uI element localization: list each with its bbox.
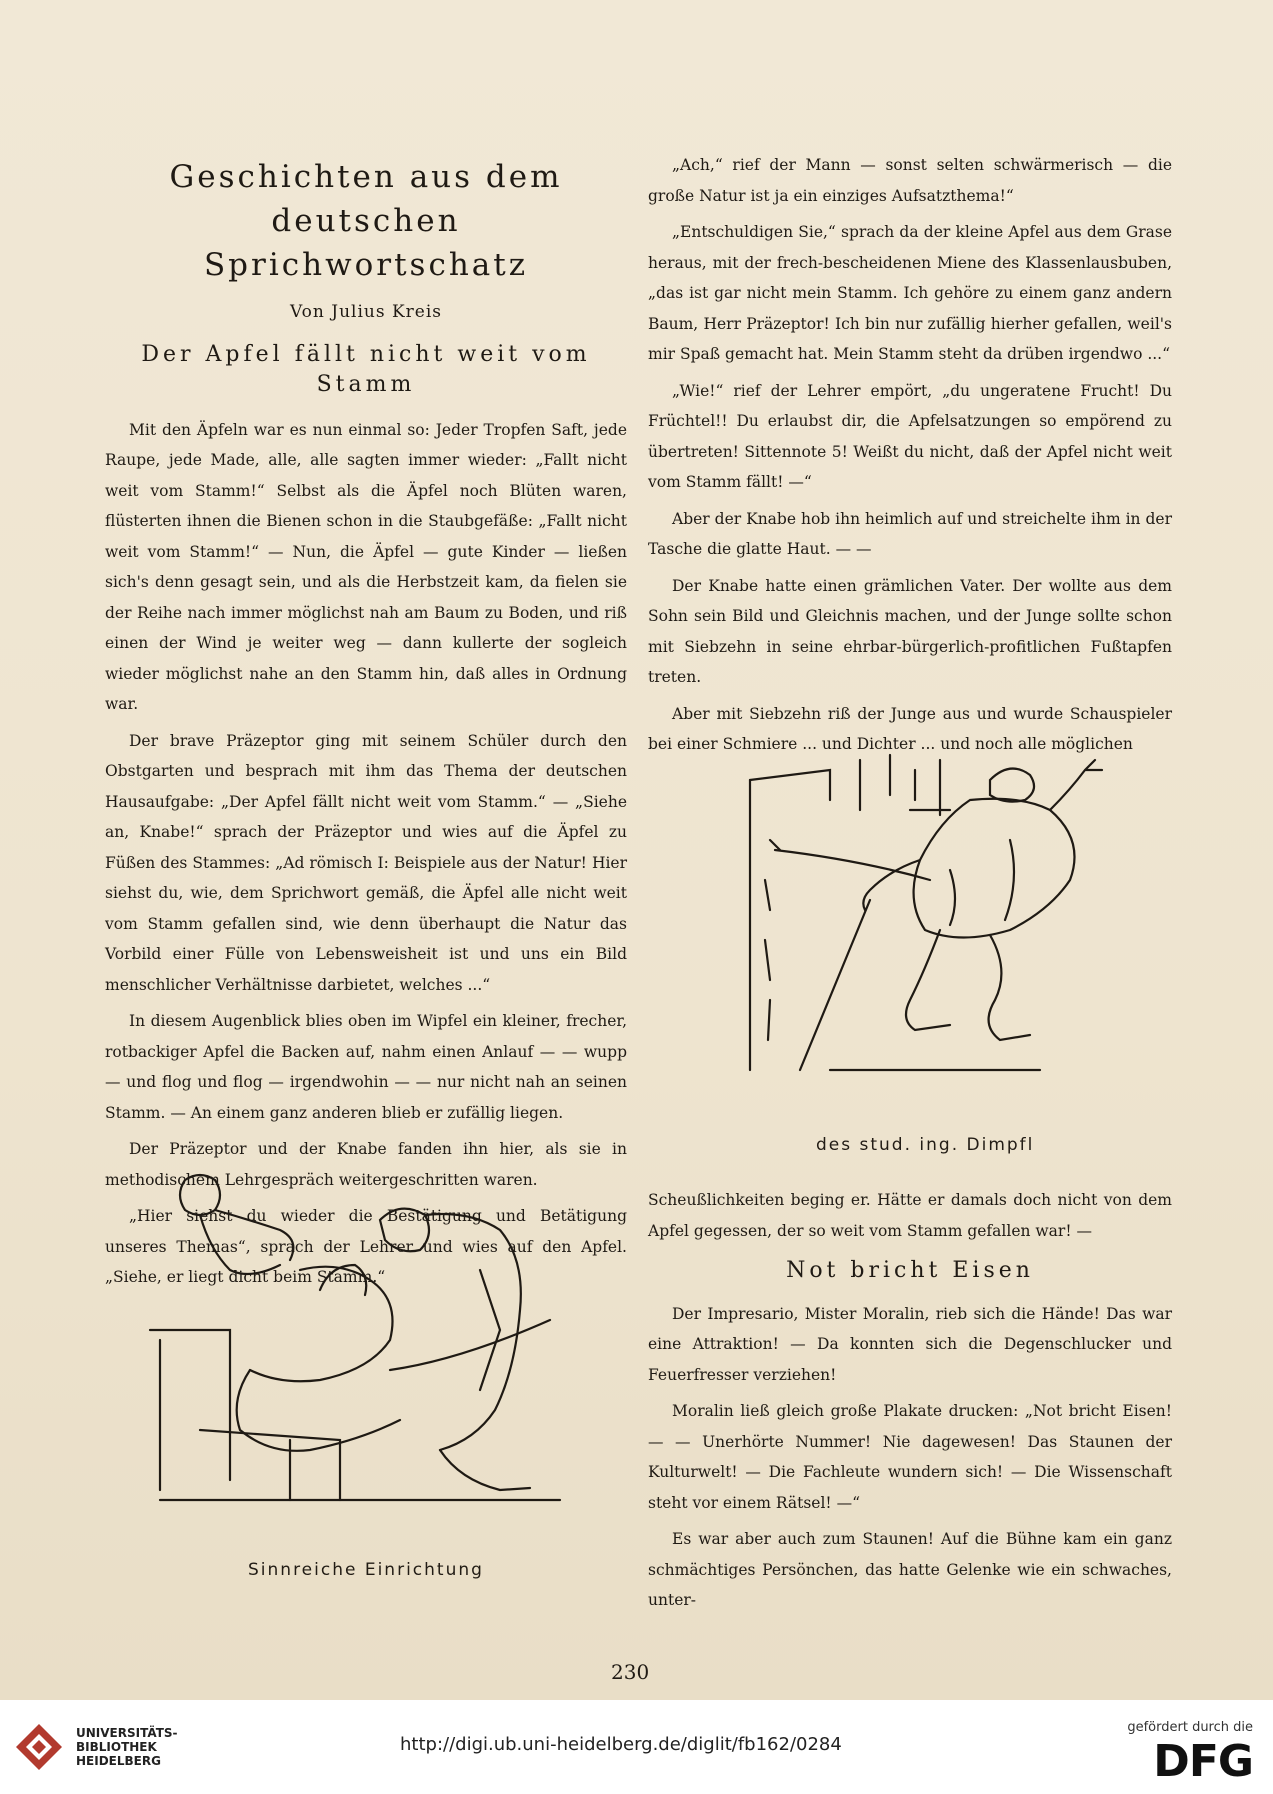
right-column <box>648 150 1172 766</box>
paragraph: Der Präzeptor und der Knabe fanden ihn hier, als sie in methodischem Lehrgespräch weitergeschritten waren. <box>105 1140 627 1189</box>
illustration-sinnreiche-einrichtung <box>140 1170 640 1510</box>
right-column-lower <box>648 1185 1172 1622</box>
paragraph: Aber der Knabe hob ihn heimlich auf und streichelte ihm in der Tasche die glatte Haut. — — <box>648 509 1172 558</box>
ub-heidelberg-logo[interactable] <box>14 1722 178 1772</box>
paragraph: „Wie!“ rief der Lehrer empört, „du ungeratene Frucht! Du Früchtel!! Du erlaubst dir, die Apfelsatzungen so empörend zu übertreten! Sittennote 5! Weißt du nicht, daß der Apfel nicht weit vom Stamm fällt! —“ <box>648 381 1172 491</box>
paragraph: Es war aber auch zum Staunen! Auf die Bühne kam ein ganz schmächtiges Persönchen, das hatte Gelenke wie ein schwaches, unter- <box>648 1530 1172 1609</box>
paragraph: Der brave Präzeptor ging mit seinem Schüler durch den Obstgarten und besprach mit ihm das Thema der deutschen Hausaufgabe: „Der Apfel fällt nicht weit vom Stamm.“ — „Siehe an, Knabe!“ sprach der Präzeptor und wies auf die Äpfel zu Füßen des Stammes: „Ad römisch I: Beispiele aus der Natur! Hier siehst du, wie, dem Sprichwort gemäß, die Äpfel alle nicht weit vom Stamm gefallen sind, wie denn überhaupt die Natur das Vorbild einer Fülle von Lebensweisheit ist und uns ein Bild menschlicher Verhältnisse darbietet, welches ...“ <box>105 731 627 994</box>
paragraph: „Ach,“ rief der Mann — sonst selten schwärmerisch — die große Natur ist ja ein einziges Aufsatzthema!“ <box>648 156 1172 205</box>
source-url-link[interactable]: http://digi.ub.uni-heidelberg.de/diglit/fb162/0284 <box>400 1734 842 1755</box>
left-column <box>105 155 627 1299</box>
dfg-logo[interactable]: DFG <box>1153 1736 1253 1787</box>
illustration-dimpfl <box>710 740 1130 1090</box>
paragraph: „Hier siehst du wieder die Bestätigung und Betätigung unseres Themas“, sprach der Lehrer und wies auf den Apfel. „Siehe, er liegt dicht beim Stamm.“ <box>105 1207 627 1286</box>
paragraph-continuation: Scheußlichkeiten beging er. Hätte er damals doch nicht von dem Apfel gegessen, der so weit vom Stamm gefallen war! — <box>648 1191 1172 1240</box>
page-number: 230 <box>611 1660 650 1684</box>
paragraph: Der Impresario, Mister Moralin, rieb sich die Hände! Das war eine Attraktion! — Da konnten sich die Degenschlucker und Feuerfresser verziehen! <box>648 1304 1172 1384</box>
story-title-apfel: Der Apfel fällt nicht weit vom Stamm <box>141 341 591 397</box>
caption-sinnreiche: Sinnreiche Einrichtung <box>248 1560 484 1580</box>
caption-dimpfl: des stud. ing. Dimpfl <box>816 1135 1035 1155</box>
story-title-not: Not bricht Eisen <box>786 1258 1034 1283</box>
paragraph: Aber mit Siebzehn riß der Junge aus und wurde Schauspieler bei einer Schmiere ... und Dichter ... und noch alle möglichen <box>648 704 1172 753</box>
title-line-2: deutschen Sprichwortschatz <box>203 203 529 283</box>
paragraph: Mit den Äpfeln war es nun einmal so: Jeder Tropfen Saft, jede Raupe, jede Made, alle, alle sagten immer wieder: „Fallt nicht weit vom Stamm!“ Selbst als die Äpfel noch Blüten waren, flüsterten ihnen die Bienen schon in die Staubgefäße: „Fallt nicht weit vom Stamm!“ — Nun, die Äpfel — gute Kinder — ließen sich's denn gesagt sein, und als die Herbstzeit kam, da fielen sie der Reihe nach immer möglichst nah am Baum zu Boden, und riß einen der Wind je weiter weg — dann kullerte der sogleich wieder möglichst nahe an den Stamm hin, daß alles in Ordnung war. <box>105 420 627 713</box>
paragraph: Der Knabe hatte einen grämlichen Vater. Der wollte aus dem Sohn sein Bild und Gleichnis machen, und der Junge sollte schon mit Siebzehn in seine ehrbar-bürgerlich-profitlichen Fußtapfen treten. <box>648 576 1172 686</box>
byline: Von Julius Kreis <box>289 302 443 322</box>
main-title <box>105 155 627 287</box>
ub-seal-icon <box>14 1722 64 1772</box>
footer-bar <box>0 1700 1273 1794</box>
paragraph: „Entschuldigen Sie,“ sprach da der kleine Apfel aus dem Grase heraus, mit der frech-bescheidenen Miene des Klassenlausbuben, „das ist gar nicht mein Stamm. Ich gehöre zu einem ganz andern Baum, Herr Präzeptor! Ich bin nur zufällig hierher gefallen, weil's mir Spaß gemacht hat. Mein Stamm steht da drüben irgendwo ...“ <box>648 223 1172 363</box>
title-line-1: Geschichten aus dem <box>169 159 563 195</box>
paragraph: In diesem Augenblick blies oben im Wipfel ein kleiner, frecher, rotbackiger Apfel die Backen auf, nahm einen Anlauf — — wupp — und flog und flog — irgendwohin — — nur nicht nah an seinen Stamm. — An einem ganz anderen blieb er zufällig liegen. <box>105 1012 627 1122</box>
funding-label: gefördert durch die <box>1127 1720 1253 1735</box>
article-header <box>105 155 627 328</box>
paragraph: Moralin ließ gleich große Plakate drucken: „Not bricht Eisen! — — Unerhörte Nummer! Nie dagewesen! Das Staunen der Kulturwelt! — Die Fachleute wundern sich! — Die Wissenschaft steht vor einem Rätsel! —“ <box>648 1402 1172 1512</box>
ub-logo-text: UNIVERSITÄTS- BIBLIOTHEK HEIDELBERG <box>76 1726 178 1768</box>
